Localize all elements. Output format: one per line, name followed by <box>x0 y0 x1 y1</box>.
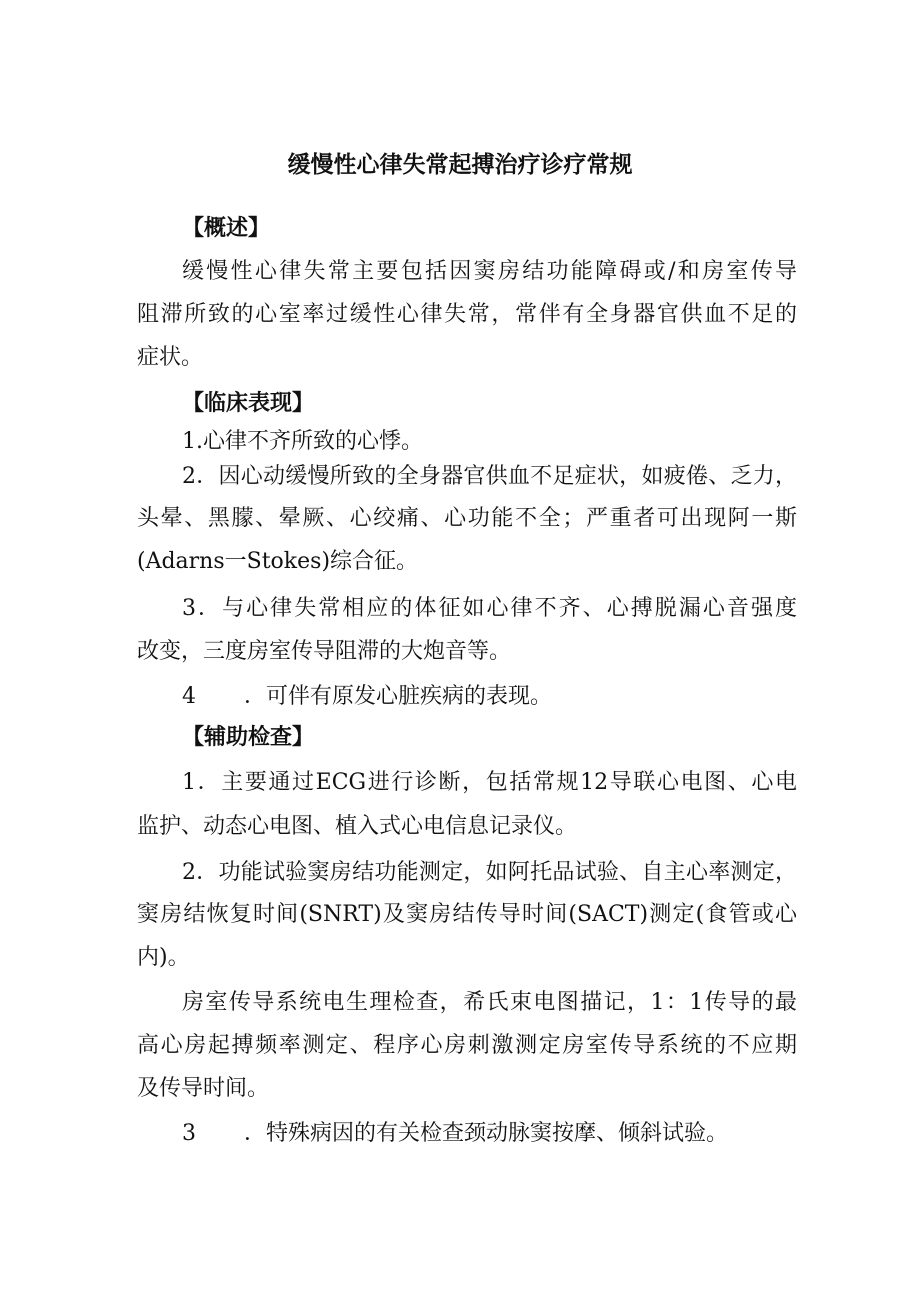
paragraph-line: 内)。 <box>137 945 190 970</box>
paragraph-line: 症状。 <box>137 345 204 370</box>
list-item: 2．因心动缓慢所致的全身器官供血不足症状，如疲倦、乏力， <box>182 464 797 489</box>
list-text: ．特殊病因的有关检查颈动脉窦按摩、倾斜试验。 <box>244 1121 729 1146</box>
list-number: 3 <box>182 1121 196 1146</box>
list-text: ．可伴有原发心脏疾病的表现。 <box>244 684 553 709</box>
paragraph-line: (Adarns一Stokes)综合征。 <box>137 549 419 574</box>
paragraph-line: 头晕、黑朦、晕厥、心绞痛、心功能不全；严重者可出现阿一斯 <box>137 506 797 531</box>
list-item: 1．主要通过ECG进行诊断，包括常规12导联心电图、心电 <box>182 770 797 795</box>
paragraph-line: 窦房结恢复时间(SNRT)及窦房结传导时间(SACT)测定(食管或心 <box>137 902 797 927</box>
paragraph-line: 房室传导系统电生理检查，希氏束电图描记，1：1传导的最 <box>182 990 797 1015</box>
list-item: 3．与心律失常相应的体征如心律不齐、心搏脱漏心音强度 <box>182 596 797 621</box>
paragraph-line: 阻滞所致的心室率过缓性心律失常，常伴有全身器官供血不足的 <box>137 302 797 327</box>
list-item: 2．功能试验窦房结功能测定，如阿托品试验、自主心率测定， <box>182 860 797 885</box>
paragraph-line: 监护、动态心电图、植入式心电信息记录仪。 <box>137 814 578 839</box>
section-heading-clinical: 【临床表现】 <box>182 391 315 416</box>
paragraph-line: 高心房起搏频率测定、程序心房刺激测定房室传导系统的不应期 <box>137 1033 797 1058</box>
list-item: 1.心律不齐所致的心悸。 <box>182 429 423 454</box>
paragraph-line: 缓慢性心律失常主要包括因窦房结功能障碍或/和房室传导 <box>182 259 797 284</box>
list-number: 4 <box>182 684 196 709</box>
list-item <box>182 679 797 710</box>
section-heading-overview: 【概述】 <box>182 216 271 241</box>
paragraph-line: 改变，三度房室传导阻滞的大炮音等。 <box>137 639 512 664</box>
document-title: 缓慢性心律失常起搏治疗诊疗常规 <box>287 152 633 178</box>
list-item <box>182 1116 797 1147</box>
paragraph-line: 及传导时间。 <box>137 1076 270 1101</box>
section-heading-auxiliary: 【辅助检查】 <box>182 725 315 750</box>
